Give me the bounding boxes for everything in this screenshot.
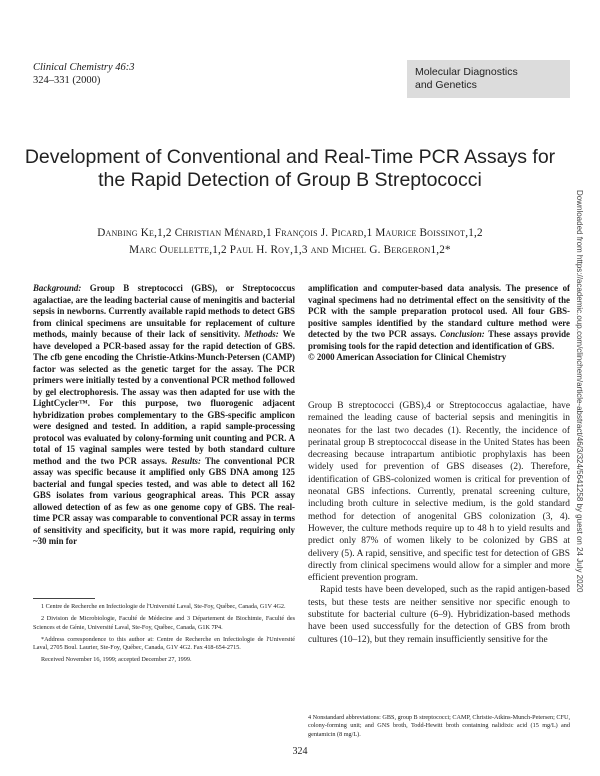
footnotes-left [33, 603, 295, 669]
abstract-results-label: Results: [171, 455, 201, 466]
body-text-right [308, 400, 570, 646]
section-label-box [407, 60, 570, 98]
abstract-methods-label: Methods: [244, 329, 279, 339]
footnote-rule-left [33, 598, 95, 599]
author-list [20, 225, 560, 259]
section-label-line2: and Genetics [415, 79, 477, 91]
author-line-1: Danbing Ke,1,2 Christian Ménard,1 François J. Picard,1 Maurice Boissinot,1,2 [97, 227, 483, 239]
journal-pages-year: 324–331 (2000) [33, 75, 101, 86]
abstract-column-right [308, 283, 570, 364]
author-line-2: Marc Ouellette,1,2 Paul H. Roy,1,3 and Michel G. Bergeron1,2* [129, 244, 451, 256]
abstract-column-left [33, 283, 295, 548]
footnote-correspondence: *Address correspondence to this author at: Centre de Recherche en Infectiologie de l'Université Laval, 2705 Boul. Laurier, Ste-Foy, Québec, Canada, G1V 4G2. Fax 418-654-2715. [33, 635, 295, 652]
download-watermark [575, 190, 589, 750]
body-paragraph-2: Rapid tests have been developed, such as the rapid antigen-based tests, but these tests are neither sensitive nor specific enough to substitute for bacterial culture (6–9). Hybridization-based methods have been used successfully for the detection of GBS from broth cultures (10–12), but they remain insufficiently sensitive for the [308, 585, 570, 645]
abstract-background-label: Background: [33, 283, 82, 293]
abstract-continuation: amplification and computer-based data analysis. The presence of vaginal specimens had no detrimental effect on the sensitivity of the PCR with the sample preparation protocol used. All four GBS-positive samples identified by the standard culture method were detected by the two PCR assays. [308, 283, 570, 339]
section-label-line1: Molecular Diagnostics [415, 66, 518, 78]
journal-name: Clinical Chemistry [33, 62, 113, 73]
body-paragraph-1: Group B streptococci (GBS),4 or Streptococcus agalactiae, have remained the leading cause of bacterial sepsis and meningitis in neonates for the last two decades (1). Recently, the incidence of perinatal group B streptococcal disease in the United States has been decreasing because intrapartum antibiotic prophylaxis has been widely used for prevention of GBS diseases (2). Therefore, identification of GBS-colonized women is critical for prevention of neonatal GBS infections. Currently, prenatal screening culture, including broth culture in selective medium, is the gold standard method for detection of anogenital GBS colonization (3, 4). However, the culture methods require up to 48 h to yield results and predict only 87% of women likely to be colonized by GBS at delivery (5). A rapid, sensitive, and specific test for detection of GBS directly from clinical specimens would allow for a simpler and more efficient prevention program. [308, 401, 570, 584]
download-note: Downloaded from https://academic.oup.com/clinchem/article-abstract/46/3/324/5641258 by guest on 24 July 2020 [575, 190, 584, 593]
footnote-affiliation-1: 1 Centre de Recherche en Infectiologie de l'Université Laval, Ste-Foy, Québec, Canada, G1V 4G2. [41, 603, 286, 610]
journal-volume: 46:3 [115, 62, 135, 73]
abstract-results-text: The conventional PCR assay was specific because it amplified only GBS DNA among 125 bacterial and fungal species tested, and was able to detect all 162 GBS isolates from various geographical areas. This PCR assay allowed detection of as few as one genome copy of GBS. The real-time PCR assay was comparable to conventional PCR assay in terms of sensitivity and specificity, but it was more rapid, requiring only ~30 min for [33, 455, 295, 546]
article-title: Development of Conventional and Real-Time PCR Assays for the Rapid Detection of Group B Streptococci [24, 146, 556, 191]
page-number: 324 [292, 746, 308, 757]
footnote-affiliation-2: 2 Division de Microbiologie, Faculté de Médecine and 3 Département de Biochimie, Faculté des Sciences et de Génie, Université Laval, Ste-Foy, Québec, Canada, G1K 7P4. [33, 615, 295, 631]
footnote-received: Received November 16, 1999; accepted December 27, 1999. [41, 656, 192, 664]
abstract-methods-text: We have developed a PCR-based assay for the rapid detection of GBS. The cfb gene encoding the Christie-Atkins-Munch-Petersen (CAMP) factor was selected as the genetic target for the assay. The PCR primers were initially tested by a conventional PCR method followed by gel electrophoresis. The assay was then adapted for use with the LightCycler™. For this purpose, two fluorogenic adjacent hybridization probes complementary to the GBS-specific amplicon were designed and tested. In addition, a rapid sample-processing protocol was evaluated by colony-forming unit counting and PCR. A total of 15 vaginal samples were tested by both standard culture method and the two PCR assays. [33, 329, 295, 466]
abstract-background-text: Group B streptococci (GBS), or Streptococcus agalactiae, are the leading bacterial cause of meningitis and bacterial sepsis in newborns. Currently available rapid methods to detect GBS from clinical specimens are unsuitable for replacement of culture methods, mainly because of their lack of sensitivity. [33, 283, 295, 339]
journal-citation [33, 61, 135, 87]
abstract-conclusion-text: These assays provide promising tools for the rapid detection and identification of GBS. [308, 329, 570, 351]
abstract-conclusion-label: Conclusion: [439, 329, 485, 339]
copyright-line: © 2000 American Association for Clinical Chemistry [308, 352, 507, 362]
footnote-abbreviations: 4 Nonstandard abbreviations: GBS, group B streptococci; CAMP, Christie-Atkins-Munch-Petersen; CFU, colony-forming unit; and GNS broth, Todd-Hewitt broth containing nalidixic acid (15 mg/L) and gentamicin (8 mg/L). [308, 714, 570, 738]
